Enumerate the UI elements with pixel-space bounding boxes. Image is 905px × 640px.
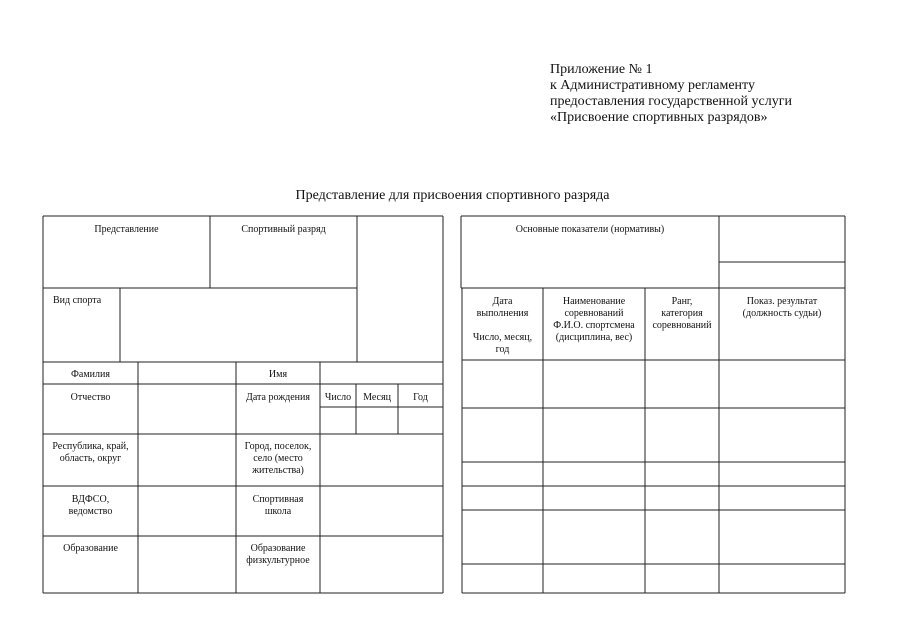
month-label: Месяц xyxy=(363,392,391,403)
rank-header-line: соревнований xyxy=(652,320,712,331)
year-label: Год xyxy=(413,392,428,403)
main-indicators-label: Основные показатели (нормативы) xyxy=(515,224,665,235)
day-label: Число xyxy=(324,392,352,403)
pe-education-label-line: физкультурное xyxy=(246,555,310,566)
sport-school-label-line: школа xyxy=(264,506,292,517)
appendix-line: Приложение № 1 xyxy=(550,62,653,77)
appendix-line: предоставления государственной услуги xyxy=(550,94,792,109)
date-subheader xyxy=(462,332,543,356)
rank-column-header xyxy=(645,296,719,332)
city-label-line: село (место xyxy=(253,453,303,464)
pe-education-label-line: Образование xyxy=(250,543,306,554)
patronymic-label: Отчество xyxy=(70,392,111,403)
region-label xyxy=(43,441,138,465)
competition-header-line: соревнований xyxy=(564,308,624,319)
document-title: Представление для присвоения спортивного разряда xyxy=(295,188,610,203)
date-subheader-line: Число, месяц, xyxy=(472,332,533,343)
education-label: Образование xyxy=(63,543,118,554)
sport-school-label-line: Спортивная xyxy=(252,494,304,505)
result-header-line: Показ. результат xyxy=(746,296,818,307)
representation-label: Представление xyxy=(94,224,159,235)
competition-header-line: Ф.И.О. спортсмена xyxy=(553,320,635,331)
city-label-line: Город, поселок, xyxy=(244,441,312,452)
date-header-line: Дата xyxy=(492,296,513,307)
competition-header-line: Наименование xyxy=(562,296,626,307)
competition-column-header xyxy=(543,296,645,344)
vdfso-label-line: ВДФСО, xyxy=(71,494,110,505)
date-subheader-line: год xyxy=(495,344,510,355)
result-header-line: (должность судьи) xyxy=(742,308,822,319)
result-column-header xyxy=(719,296,845,320)
city-label-line: жительства) xyxy=(252,465,304,476)
pe-education-label xyxy=(236,543,320,567)
region-label-line: область, округ xyxy=(59,453,122,464)
vdfso-label-line: ведомство xyxy=(68,506,113,517)
sport-school-label xyxy=(236,494,320,518)
date-header-line: выполнения xyxy=(476,308,529,319)
rank-header-line: категория xyxy=(661,308,703,319)
region-label-line: Республика, край, xyxy=(52,441,129,452)
sport-type-label: Вид спорта xyxy=(53,295,102,306)
sport-rank-label: Спортивный разряд xyxy=(241,224,326,235)
birth-date-label: Дата рождения xyxy=(246,392,310,403)
name-label: Имя xyxy=(268,369,288,380)
appendix-line: «Присвоение спортивных разрядов» xyxy=(550,110,768,125)
appendix-line: к Административному регламенту xyxy=(550,78,755,93)
competition-header-line: (дисциплина, вес) xyxy=(555,332,633,343)
date-column-header xyxy=(462,296,543,320)
surname-label: Фамилия xyxy=(71,369,110,380)
vdfso-label xyxy=(43,494,138,518)
city-label xyxy=(236,441,320,477)
rank-header-line: Ранг, xyxy=(671,296,693,307)
